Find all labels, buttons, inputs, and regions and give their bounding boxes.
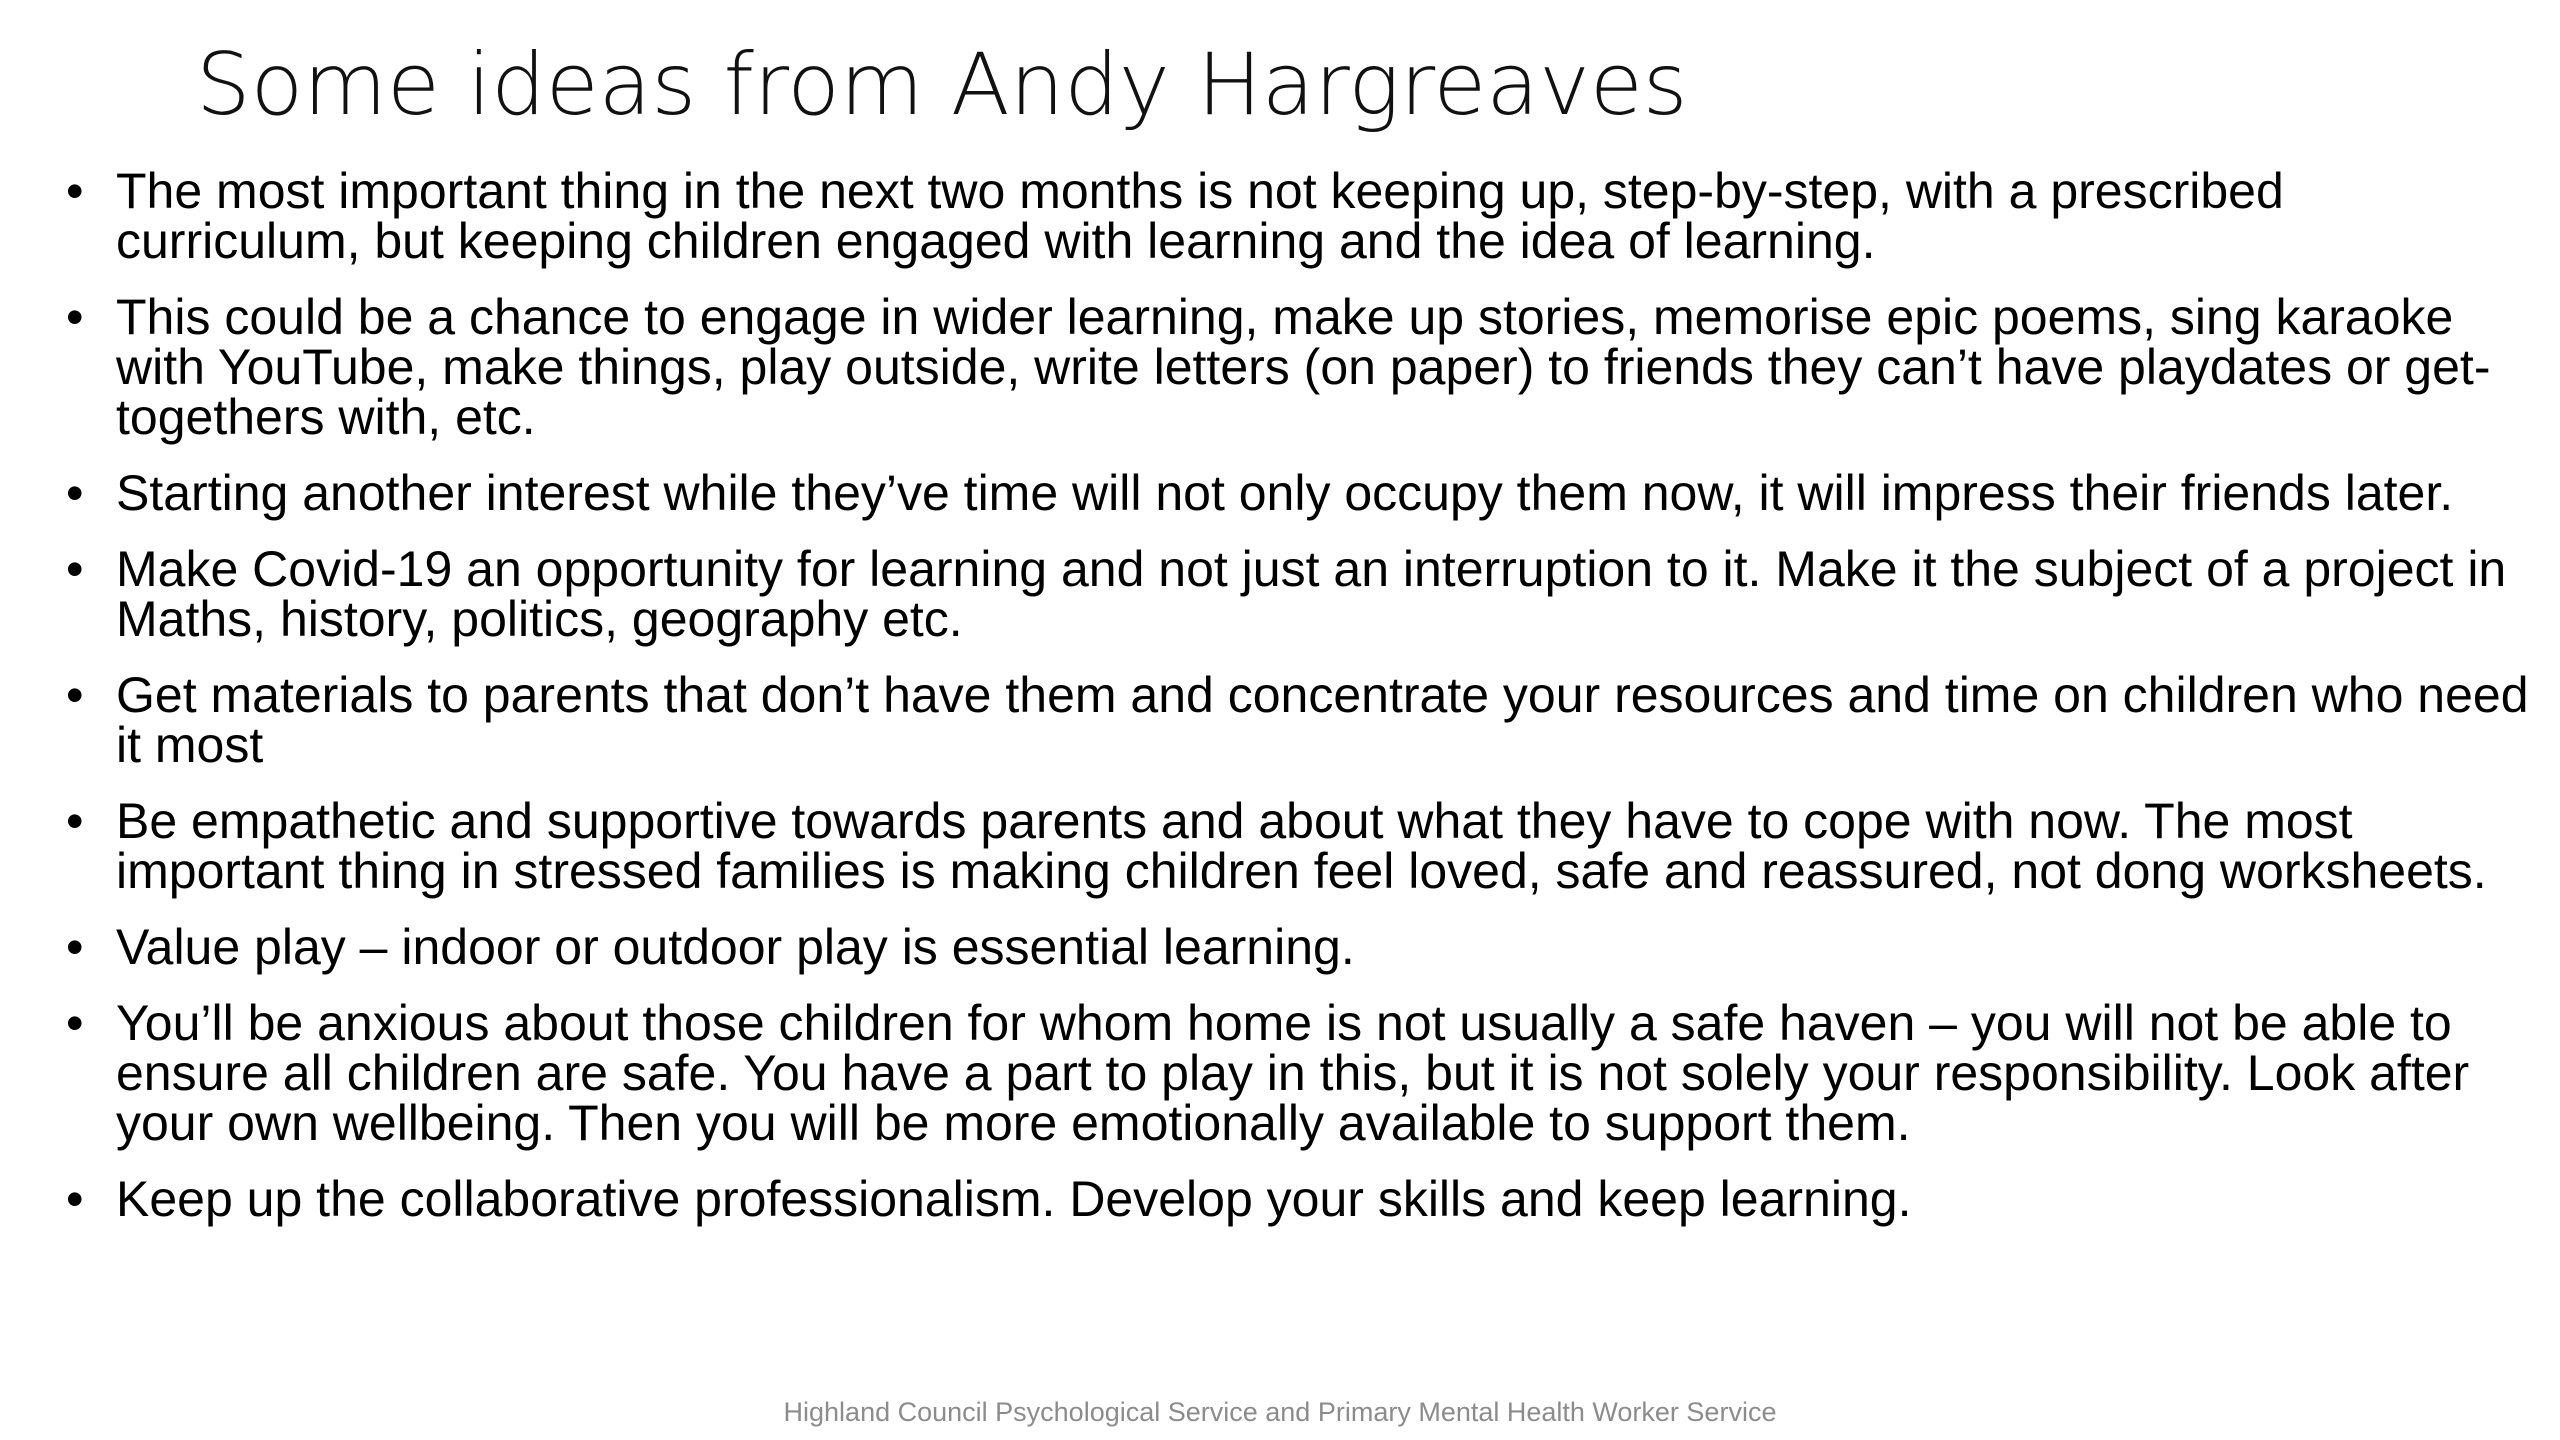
bullet-item [0, 793, 2560, 899]
slide-footer: Highland Council Psychological Service and Primary Mental Health Worker Service [783, 1397, 1777, 1427]
bullet-item [0, 667, 2560, 773]
bullet-marker: • [66, 163, 84, 219]
bullet-marker: • [66, 793, 84, 849]
bullet-text: Starting another interest while they’ve time will not only occupy them now, it will impress their friends later. [116, 465, 2454, 521]
bullet-item [0, 465, 2560, 521]
bullet-item [0, 163, 2560, 269]
bullet-marker: • [66, 667, 84, 723]
bullet-text: This could be a chance to engage in wider learning, make up stories, memorise epic poems, sing karaoke with YouTube, make things, play outside, write letters (on paper) to friends they can’t have playdates or get-togethers with, etc. [116, 289, 2491, 445]
bullet-text: Keep up the collaborative professionalism. Develop your skills and keep learning. [116, 1171, 1912, 1227]
bullet-text: Value play – indoor or outdoor play is essential learning. [116, 919, 1355, 975]
bullet-text: You’ll be anxious about those children for whom home is not usually a safe haven – you will not be able to ensure all children are safe. You have a part to play in this, but it is not solely your responsibility. Look after your own wellbeing. Then you will be more emotionally available to support them. [116, 995, 2470, 1151]
bullet-item [0, 919, 2560, 975]
bullet-text: Get materials to parents that don’t have them and concentrate your resources and time on children who need it most [116, 667, 2529, 773]
bullet-item [0, 995, 2560, 1151]
bullet-list [0, 163, 2560, 1250]
bullet-text: Make Covid-19 an opportunity for learning and not just an interruption to it. Make it the subject of a project in Maths, history, politics, geography etc. [116, 541, 2507, 647]
slide-title: Some ideas from Andy Hargreaves [196, 35, 1688, 135]
bullet-marker: • [66, 919, 84, 975]
bullet-item [0, 1171, 2560, 1227]
bullet-marker: • [66, 289, 84, 345]
bullet-marker: • [66, 1171, 84, 1227]
bullet-marker: • [66, 465, 84, 521]
bullet-text: The most important thing in the next two months is not keeping up, step-by-step, with a prescribed curriculum, but keeping children engaged with learning and the idea of learning. [116, 163, 2284, 269]
bullet-marker: • [66, 541, 84, 597]
bullet-marker: • [66, 995, 84, 1051]
bullet-item [0, 289, 2560, 445]
bullet-item [0, 541, 2560, 647]
bullet-text: Be empathetic and supportive towards parents and about what they have to cope with now. The most important thing in stressed families is making children feel loved, safe and reassured, not dong worksheets. [116, 793, 2487, 899]
